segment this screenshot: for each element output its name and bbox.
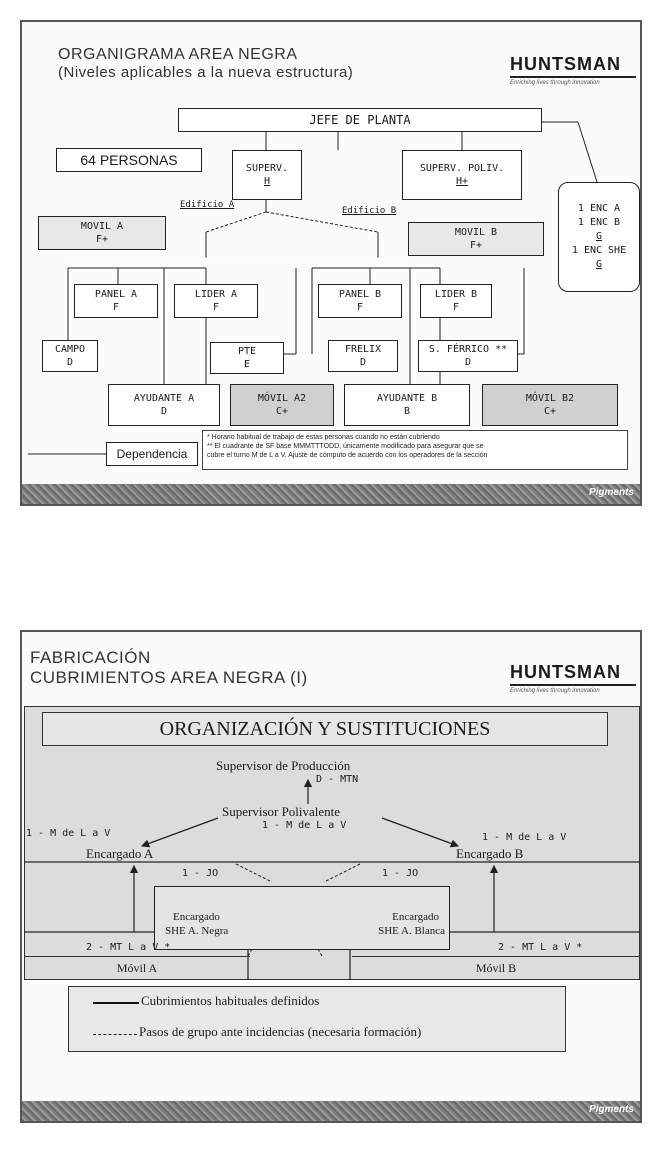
she-blanca-line1: Encargado [392, 911, 439, 923]
dependencia-box [106, 442, 198, 466]
enc-she-level: G [595, 259, 603, 270]
org-header-title: ORGANIZACIÓN Y SUSTITUCIONES [159, 717, 491, 740]
huntsman-logo: HUNTSMAN [510, 662, 621, 682]
enc-ab-level: G [595, 231, 603, 242]
slide-cubrimientos [20, 630, 642, 1123]
movil-a-level: F+ [95, 234, 109, 245]
movil-b2-name: MÓVIL B2 [525, 393, 575, 404]
jefe-de-planta-box [178, 108, 542, 132]
campo-name: CAMPO [54, 344, 86, 355]
movil-a-box [38, 216, 166, 250]
ayudante-b-name: AYUDANTE B [376, 393, 438, 404]
encargados-she-box [154, 886, 450, 950]
frelix-level: D [359, 357, 367, 368]
campo-level: D [66, 357, 74, 368]
lider-b-name: LIDER B [434, 289, 478, 300]
personas-box [56, 148, 202, 172]
movil-a2-box [230, 384, 334, 426]
personas-label: 64 PERSONAS [80, 151, 178, 168]
movil-a-name: MOVIL A [80, 221, 124, 232]
ayudante-b-box [344, 384, 470, 426]
panel-b-box [318, 284, 402, 318]
superv-poliv-level: H+ [455, 176, 469, 187]
logo-tagline: Enriching lives through innovation [510, 688, 600, 694]
slide1-title-line2: (Niveles aplicables a la nueva estructura) [58, 64, 354, 81]
lider-a-level: F [212, 302, 220, 313]
movil-b-cell [352, 956, 640, 980]
superv-box [232, 150, 302, 200]
dependencia-label: Dependencia [116, 446, 188, 461]
encargados-box [558, 182, 640, 292]
supervisor-polivalente: Supervisor Polivalente [222, 804, 341, 819]
one-m-right: 1 - M de L a V [482, 832, 567, 843]
jo-left: 1 - JO [182, 868, 219, 879]
huntsman-logo: HUNTSMAN [510, 54, 621, 74]
panel-a-name: PANEL A [94, 289, 138, 300]
s-ferrico-box [418, 340, 518, 372]
one-m-left: 1 - M de L a V [26, 828, 111, 839]
logo-tagline: Enriching lives through innovation [510, 80, 600, 86]
one-m-center: 1 - M de L a V [262, 820, 347, 831]
encargado-a: Encargado A [86, 846, 154, 861]
she-negra-line1: Encargado [173, 911, 220, 923]
frelix-box [328, 340, 398, 372]
movil-b-box [408, 222, 544, 256]
panel-a-level: F [112, 302, 120, 313]
lider-b-box [420, 284, 492, 318]
slide-organigrama [20, 20, 642, 506]
edificio-a-label: Edificio A [180, 200, 235, 210]
superv-level: H [263, 176, 271, 187]
footnote-line3: cubre el turno M de L a V. Ajuste de cómputo de acuerdo con los operadores de la sección [207, 452, 488, 459]
panel-b-name: PANEL B [338, 289, 382, 300]
lider-a-box [174, 284, 258, 318]
jefe-label: JEFE DE PLANTA [309, 112, 411, 127]
footnote-box [202, 430, 628, 470]
panel-a-box [74, 284, 158, 318]
legend-solid-line [93, 1002, 139, 1004]
ayudante-a-name: AYUDANTE A [133, 393, 195, 404]
movil-a2-name: MÓVIL A2 [257, 393, 307, 404]
movil-a-label: Móvil A [116, 961, 158, 975]
movil-b2-box [482, 384, 618, 426]
enc-b-label: 1 ENC B [577, 217, 621, 228]
enc-a-label: 1 ENC A [577, 203, 621, 214]
jo-right: 1 - JO [382, 868, 419, 879]
pte-level: E [243, 359, 251, 370]
footer-pigments: Pigments [588, 487, 634, 498]
edificio-b-label: Edificio B [342, 206, 397, 216]
ayudante-a-level: D [160, 406, 168, 417]
panel-b-level: F [356, 302, 364, 313]
ayudante-b-level: B [403, 406, 411, 417]
movil-b-level: F+ [469, 240, 483, 251]
d-mtn-label: D - MTN [316, 774, 359, 785]
pte-name: PTE [237, 346, 257, 357]
she-blanca-line2: SHE A. Blanca [378, 925, 445, 937]
she-negra-line2: SHE A. Negra [165, 925, 229, 937]
lider-a-name: LIDER A [194, 289, 238, 300]
superv-poliv-name: SUPERV. POLIV. [419, 163, 505, 174]
frelix-name: FRELIX [344, 344, 382, 355]
movil-b2-level: C+ [543, 406, 557, 417]
s-ferrico-name: S. FÉRRICO ** [428, 344, 508, 355]
legend-box [68, 986, 566, 1052]
footnote-line1: * Horario habitual de trabajo de estas personas cuando no están cubriendo [207, 434, 440, 441]
superv-poliv-box [402, 150, 522, 200]
campo-box [42, 340, 98, 372]
legend-solid-label: Cubrimientos habituales definidos [141, 993, 320, 1008]
ayudante-a-box [108, 384, 220, 426]
mt-right: 2 - MT L a V * [498, 942, 583, 953]
supervisor-produccion: Supervisor de Producción [216, 758, 351, 773]
pte-box [210, 342, 284, 374]
legend-dashed-label: Pasos de grupo ante incidencias (necesaria formación) [139, 1024, 422, 1039]
movil-b-label: Móvil B [475, 961, 517, 975]
slide2-title-line1: FABRICACIÓN [30, 648, 151, 667]
footer-pigments: Pigments [588, 1104, 634, 1115]
mt-left: 2 - MT L a V * [86, 942, 171, 953]
slide2-footer-band [22, 1101, 640, 1121]
s-ferrico-level: D [464, 357, 472, 368]
slide1-footer-band [22, 484, 640, 504]
movil-a2-level: C+ [275, 406, 289, 417]
footnote-line2: ** El cuadrante de SF base MMMTTTODD, únicamente modificado para asegurar que se [207, 443, 484, 450]
enc-she-label: 1 ENC SHE [571, 245, 627, 256]
movil-a-cell [24, 956, 250, 980]
slide2-title-line2: CUBRIMIENTOS AREA NEGRA (I) [30, 668, 308, 687]
legend-dashed-line [93, 1034, 137, 1035]
encargado-b: Encargado B [456, 846, 524, 861]
movil-b-name: MOVIL B [454, 227, 498, 238]
slide1-title-line1: ORGANIGRAMA AREA NEGRA [58, 46, 298, 63]
superv-name: SUPERV. [245, 163, 289, 174]
lider-b-level: F [452, 302, 460, 313]
